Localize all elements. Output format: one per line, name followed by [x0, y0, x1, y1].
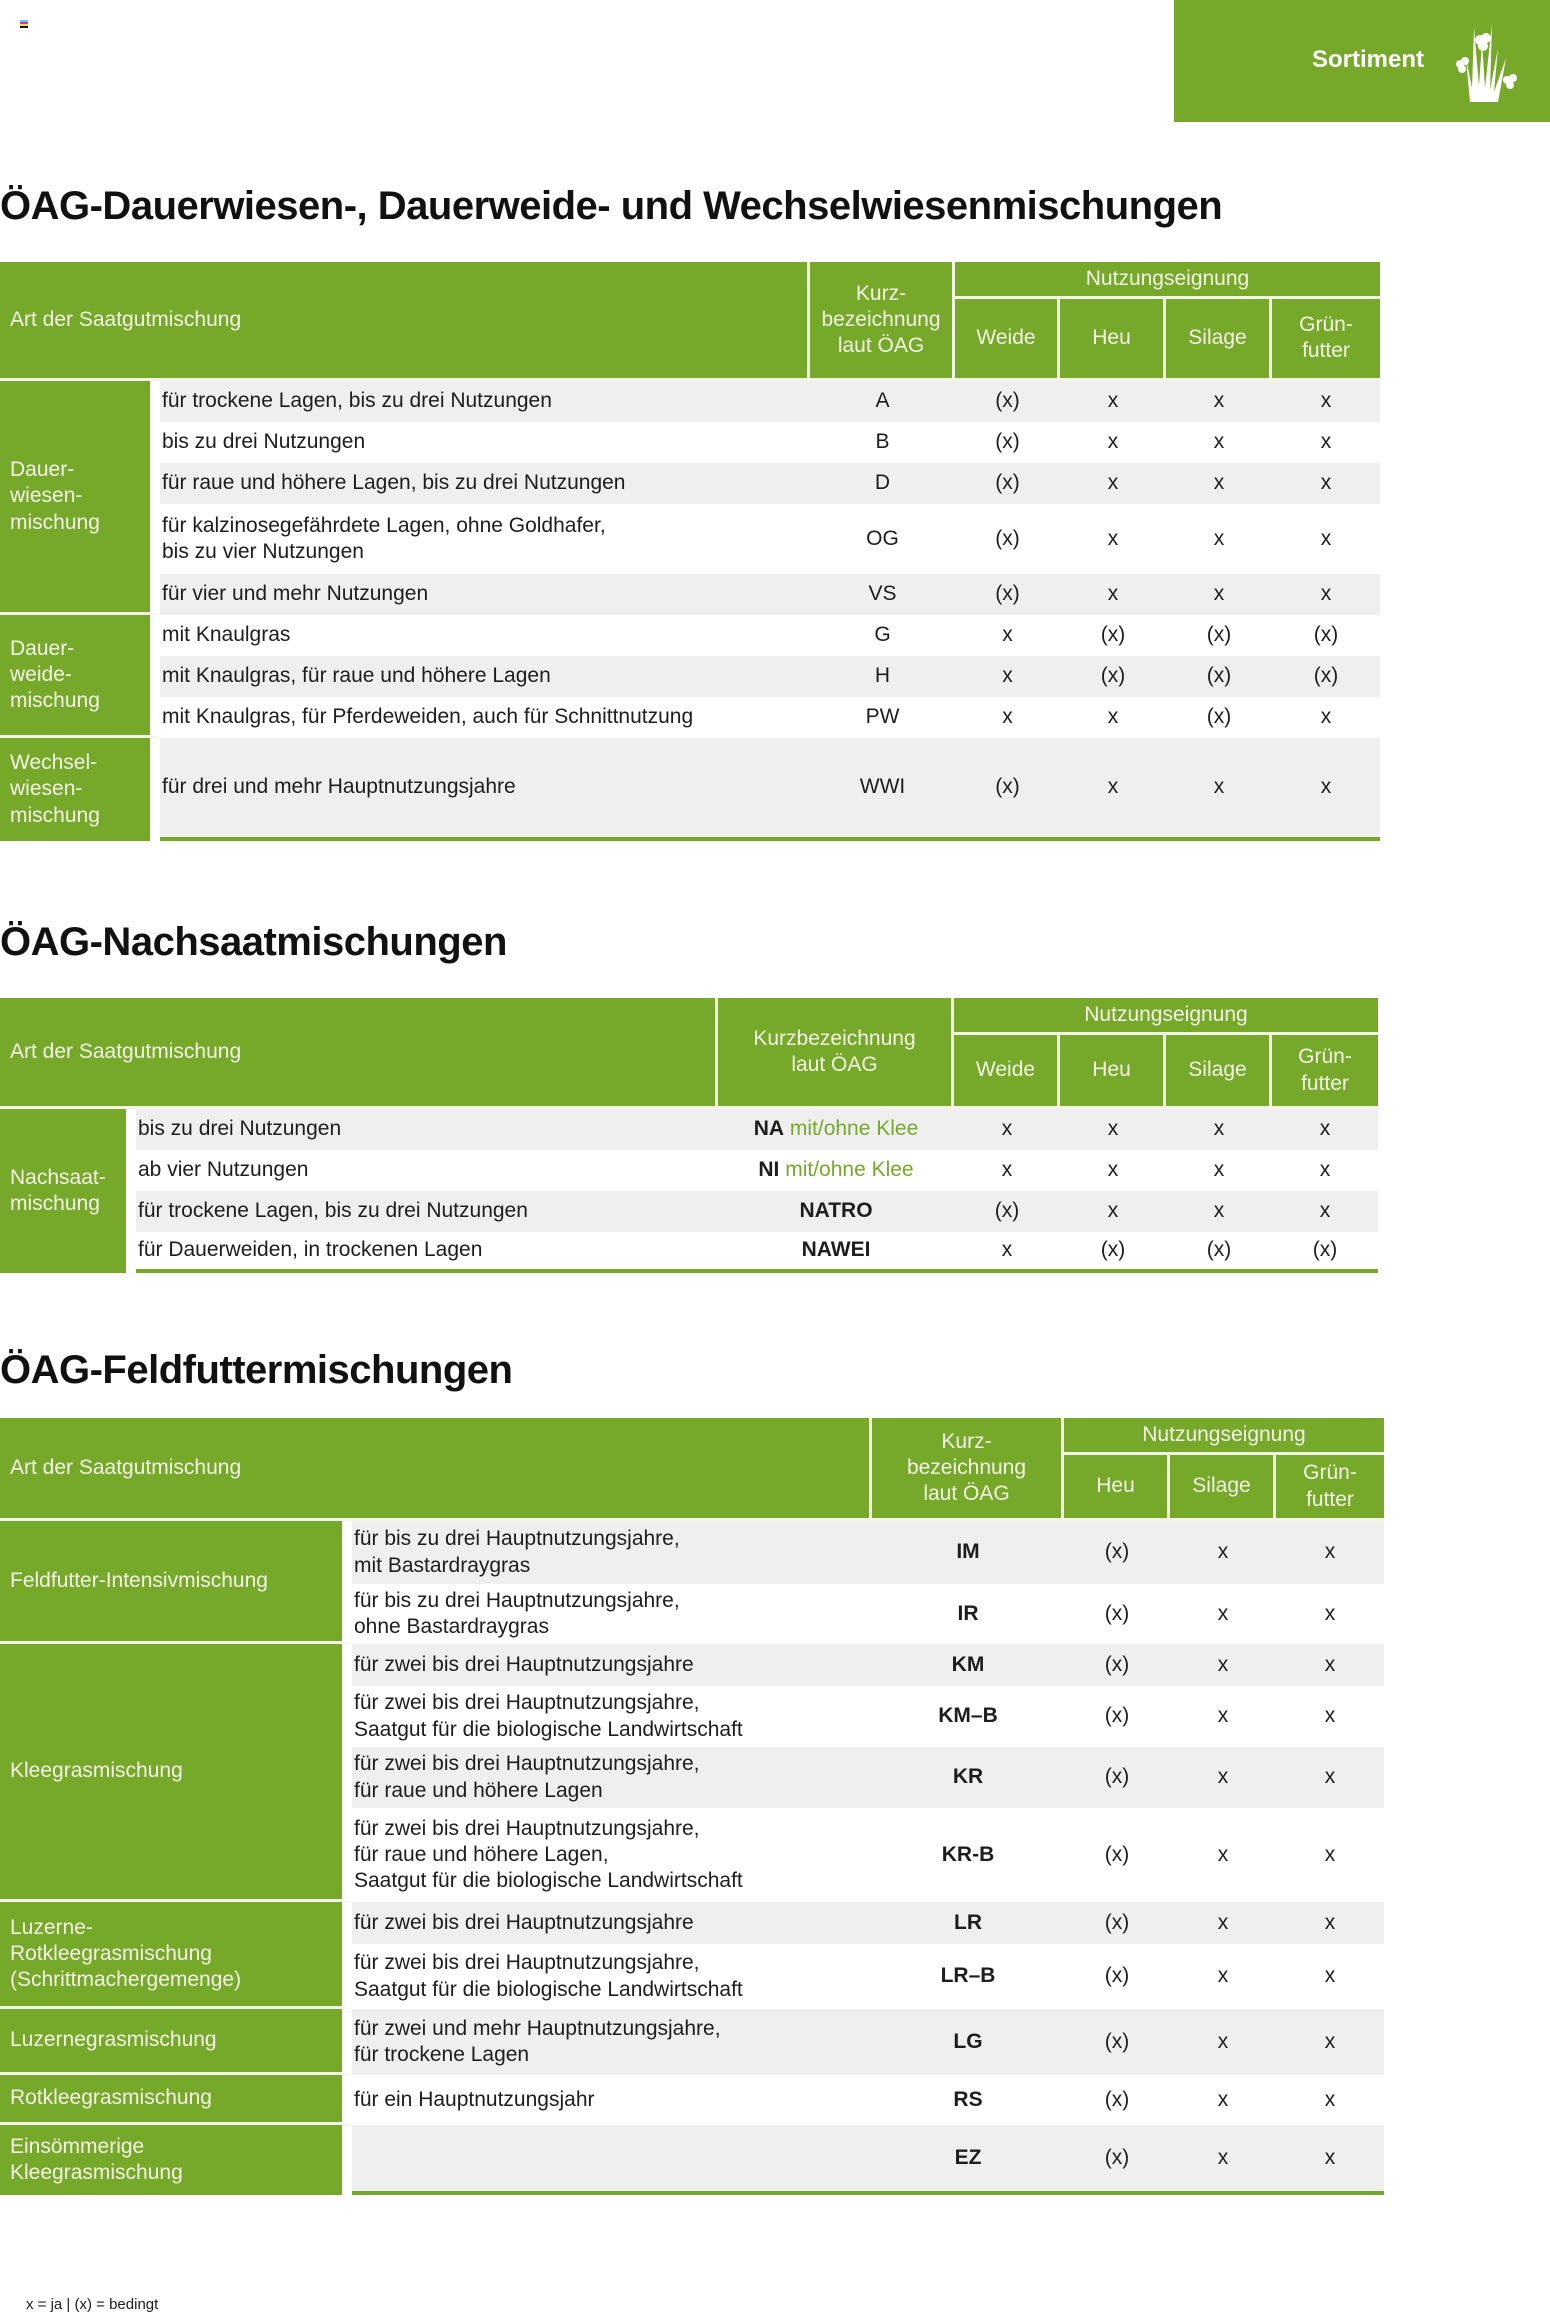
table-row — [0, 1109, 1378, 1150]
cell-silage: x — [1170, 1747, 1276, 1808]
group-label: Kleegrasmischung — [0, 1644, 352, 1902]
cell-heu: x — [1060, 1150, 1166, 1191]
table-row — [0, 1150, 1378, 1191]
cell-gruenfutter: x — [1272, 1150, 1378, 1191]
cell-heu: (x) — [1064, 1686, 1170, 1747]
row-code: RS — [872, 2075, 1064, 2125]
section-banner — [1174, 0, 1550, 122]
row-desc: bis zu drei Nutzungen — [160, 422, 810, 463]
cell-silage: x — [1166, 381, 1272, 422]
cell-heu: (x) — [1064, 2125, 1170, 2195]
cell-silage: x — [1170, 2009, 1276, 2075]
row-code: A — [810, 381, 955, 422]
row-code: PW — [810, 697, 955, 738]
row-desc: bis zu drei Nutzungen — [136, 1109, 718, 1150]
table-row — [0, 738, 1380, 841]
cell-silage: x — [1166, 1191, 1272, 1232]
cell-weide: x — [955, 697, 1060, 738]
cell-gruenfutter: x — [1276, 1808, 1384, 1902]
cell-silage: x — [1166, 1150, 1272, 1191]
cell-gruenfutter: x — [1276, 1686, 1384, 1747]
cell-gruenfutter: x — [1272, 1109, 1378, 1150]
header-heu: Heu — [1064, 1455, 1170, 1521]
header-silage: Silage — [1166, 299, 1272, 381]
group-label: Dauer- wiesen- mischung — [0, 381, 160, 615]
cell-weide: x — [955, 656, 1060, 697]
row-desc: für zwei bis drei Hauptnutzungsjahre, Saatgut für die biologische Landwirtschaft — [352, 1686, 872, 1747]
row-code: NATRO — [718, 1191, 954, 1232]
header-gruenfutter: Grün- futter — [1276, 1455, 1384, 1521]
cell-heu: (x) — [1064, 2009, 1170, 2075]
cell-gruenfutter: x — [1276, 1644, 1384, 1686]
cell-heu: (x) — [1060, 656, 1166, 697]
group-label: Luzernegrasmischung — [0, 2009, 352, 2075]
cell-heu: x — [1060, 1109, 1166, 1150]
table-row — [0, 656, 1380, 697]
cell-silage: x — [1170, 1686, 1276, 1747]
table-row — [0, 1232, 1378, 1273]
row-desc: für zwei bis drei Hauptnutzungsjahre — [352, 1902, 872, 1944]
cell-silage: x — [1166, 422, 1272, 463]
table-feldfutter — [0, 1418, 1384, 2195]
cell-weide: x — [954, 1109, 1060, 1150]
row-desc: für kalzinosegefährdete Lagen, ohne Goldhafer, bis zu vier Nutzungen — [160, 504, 810, 574]
cell-gruenfutter: x — [1272, 697, 1380, 738]
header-nutzungseignung: Nutzungseignung — [954, 998, 1378, 1035]
cell-heu: x — [1060, 463, 1166, 504]
cell-gruenfutter: x — [1272, 381, 1380, 422]
row-desc: für zwei und mehr Hauptnutzungsjahre, für trockene Lagen — [352, 2009, 872, 2075]
row-desc: für drei und mehr Hauptnutzungsjahre — [160, 738, 810, 841]
cell-weide: (x) — [955, 381, 1060, 422]
cell-heu: x — [1060, 574, 1166, 615]
cell-heu: (x) — [1064, 1644, 1170, 1686]
cell-gruenfutter: (x) — [1272, 1232, 1378, 1273]
row-code: B — [810, 422, 955, 463]
row-code: VS — [810, 574, 955, 615]
cell-silage: x — [1170, 2125, 1276, 2195]
cell-gruenfutter: x — [1276, 2009, 1384, 2075]
table-row — [0, 2009, 1384, 2075]
cell-gruenfutter: x — [1276, 2075, 1384, 2125]
cell-silage: x — [1170, 1944, 1276, 2009]
group-label: Wechsel- wiesen- mischung — [0, 738, 160, 841]
cell-silage: x — [1166, 463, 1272, 504]
group-label: Luzerne- Rotkleegrasmischung (Schrittmachergemenge) — [0, 1902, 352, 2009]
cell-heu: x — [1060, 1191, 1166, 1232]
cell-heu: (x) — [1060, 615, 1166, 656]
row-code: G — [810, 615, 955, 656]
row-code: IM — [872, 1521, 1064, 1584]
header-gruenfutter: Grün- futter — [1272, 1035, 1378, 1109]
cell-gruenfutter: x — [1272, 463, 1380, 504]
cell-gruenfutter: x — [1272, 422, 1380, 463]
header-gruenfutter: Grün- futter — [1272, 299, 1380, 381]
cell-weide: (x) — [955, 463, 1060, 504]
banner-label: Sortiment — [1311, 46, 1424, 73]
row-desc: für raue und höhere Lagen, bis zu drei Nutzungen — [160, 463, 810, 504]
table-row — [0, 1644, 1384, 1686]
group-label: Feldfutter-Intensivmischung — [0, 1521, 352, 1644]
group-label: Dauer- weide- mischung — [0, 615, 160, 738]
row-code: NI mit/ohne Klee — [718, 1150, 954, 1191]
row-desc: für bis zu drei Hauptnutzungsjahre, ohne Bastardraygras — [352, 1584, 872, 1644]
header-heu: Heu — [1060, 1035, 1166, 1109]
row-desc: für zwei bis drei Hauptnutzungsjahre — [352, 1644, 872, 1686]
cell-weide: x — [954, 1150, 1060, 1191]
cell-gruenfutter: x — [1276, 1521, 1384, 1584]
cell-silage: (x) — [1166, 1232, 1272, 1273]
group-label: Rotkleegrasmischung — [0, 2075, 352, 2125]
cell-weide: (x) — [955, 504, 1060, 574]
header-heu: Heu — [1060, 299, 1166, 381]
cell-silage: x — [1170, 2075, 1276, 2125]
table-dauerwiesen — [0, 262, 1380, 841]
cell-gruenfutter: x — [1272, 574, 1380, 615]
header-silage: Silage — [1170, 1455, 1276, 1521]
table-row — [0, 463, 1380, 504]
cell-heu: x — [1060, 738, 1166, 841]
cell-heu: (x) — [1064, 1584, 1170, 1644]
table-row — [0, 615, 1380, 656]
print-color-mark — [20, 20, 28, 28]
row-code: D — [810, 463, 955, 504]
row-desc: für zwei bis drei Hauptnutzungsjahre, Saatgut für die biologische Landwirtschaft — [352, 1944, 872, 2009]
section-title-dauerwiesen: ÖAG-Dauerwiesen-, Dauerweide- und Wechselwiesenmischungen — [0, 184, 1223, 228]
row-code: NAWEI — [718, 1232, 954, 1273]
row-desc: für bis zu drei Hauptnutzungsjahre, mit Bastardraygras — [352, 1521, 872, 1584]
row-desc: für zwei bis drei Hauptnutzungsjahre, für raue und höhere Lagen — [352, 1747, 872, 1808]
row-desc: für trockene Lagen, bis zu drei Nutzungen — [136, 1191, 718, 1232]
cell-gruenfutter: x — [1276, 1747, 1384, 1808]
header-kurzbezeichnung: Kurz- bezeichnung laut ÖAG — [872, 1418, 1064, 1521]
row-code: OG — [810, 504, 955, 574]
row-desc: für vier und mehr Nutzungen — [160, 574, 810, 615]
cell-silage: x — [1166, 504, 1272, 574]
header-kurzbezeichnung: Kurz- bezeichnung laut ÖAG — [810, 262, 955, 381]
cell-gruenfutter: x — [1276, 1902, 1384, 1944]
cell-silage: (x) — [1166, 615, 1272, 656]
row-desc: mit Knaulgras, für raue und höhere Lagen — [160, 656, 810, 697]
row-code: WWI — [810, 738, 955, 841]
grass-clover-icon — [1452, 18, 1518, 104]
row-code: EZ — [872, 2125, 1064, 2195]
cell-heu: x — [1060, 422, 1166, 463]
row-code: LR–B — [872, 1944, 1064, 2009]
group-label: Einsömmerige Kleegrasmischung — [0, 2125, 352, 2195]
group-label: Nachsaat- mischung — [0, 1109, 136, 1273]
section-title-nachsaat: ÖAG-Nachsaatmischungen — [0, 920, 507, 964]
table-row — [0, 2125, 1384, 2195]
row-code: LR — [872, 1902, 1064, 1944]
cell-silage: x — [1170, 1644, 1276, 1686]
row-code: KR-B — [872, 1808, 1064, 1902]
cell-heu: (x) — [1064, 1747, 1170, 1808]
table-row — [0, 1902, 1384, 1944]
cell-gruenfutter: (x) — [1272, 615, 1380, 656]
cell-gruenfutter: x — [1276, 2125, 1384, 2195]
cell-gruenfutter: x — [1272, 1191, 1378, 1232]
header-nutzungseignung: Nutzungseignung — [955, 262, 1380, 299]
cell-silage: (x) — [1166, 656, 1272, 697]
cell-weide: (x) — [955, 738, 1060, 841]
table-row — [0, 1521, 1384, 1584]
cell-silage: x — [1170, 1902, 1276, 1944]
header-weide: Weide — [955, 299, 1060, 381]
row-desc: mit Knaulgras — [160, 615, 810, 656]
row-code: IR — [872, 1584, 1064, 1644]
row-code: H — [810, 656, 955, 697]
cell-weide: (x) — [955, 422, 1060, 463]
table-row — [0, 422, 1380, 463]
cell-silage: x — [1170, 1808, 1276, 1902]
cell-heu: x — [1060, 504, 1166, 574]
legend-footnote: x = ja | (x) = bedingt — [26, 2296, 159, 2313]
cell-heu: (x) — [1064, 1808, 1170, 1902]
row-desc: für trockene Lagen, bis zu drei Nutzungen — [160, 381, 810, 422]
row-code: LG — [872, 2009, 1064, 2075]
cell-gruenfutter: x — [1276, 1584, 1384, 1644]
row-desc: für Dauerweiden, in trockenen Lagen — [136, 1232, 718, 1273]
cell-gruenfutter: x — [1272, 738, 1380, 841]
row-code: KM — [872, 1644, 1064, 1686]
table-row — [0, 574, 1380, 615]
cell-gruenfutter: (x) — [1272, 656, 1380, 697]
cell-silage: x — [1166, 1109, 1272, 1150]
cell-silage: x — [1170, 1521, 1276, 1584]
cell-gruenfutter: x — [1272, 504, 1380, 574]
cell-heu: (x) — [1064, 1944, 1170, 2009]
header-nutzungseignung: Nutzungseignung — [1064, 1418, 1384, 1455]
row-desc — [352, 2125, 872, 2195]
row-desc: für zwei bis drei Hauptnutzungsjahre, für raue und höhere Lagen, Saatgut für die biologische Landwirtschaft — [352, 1808, 872, 1902]
cell-silage: x — [1166, 574, 1272, 615]
cell-heu: x — [1060, 697, 1166, 738]
header-kurzbezeichnung: Kurzbezeichnung laut ÖAG — [718, 998, 954, 1109]
cell-silage: x — [1166, 738, 1272, 841]
section-title-feldfutter: ÖAG-Feldfuttermischungen — [0, 1348, 513, 1392]
cell-heu: (x) — [1060, 1232, 1166, 1273]
row-code: KR — [872, 1747, 1064, 1808]
row-desc: für ein Hauptnutzungsjahr — [352, 2075, 872, 2125]
table-row — [0, 697, 1380, 738]
header-art: Art der Saatgutmischung — [0, 998, 718, 1109]
cell-weide: (x) — [955, 574, 1060, 615]
cell-heu: (x) — [1064, 1521, 1170, 1584]
row-desc: ab vier Nutzungen — [136, 1150, 718, 1191]
table-row — [0, 1191, 1378, 1232]
table-row — [0, 2075, 1384, 2125]
row-code: KM–B — [872, 1686, 1064, 1747]
table-row — [0, 381, 1380, 422]
cell-silage: x — [1170, 1584, 1276, 1644]
cell-heu: x — [1060, 381, 1166, 422]
header-art: Art der Saatgutmischung — [0, 262, 810, 381]
cell-weide: x — [955, 615, 1060, 656]
cell-silage: (x) — [1166, 697, 1272, 738]
cell-heu: (x) — [1064, 1902, 1170, 1944]
row-desc: mit Knaulgras, für Pferdeweiden, auch für Schnittnutzung — [160, 697, 810, 738]
cell-gruenfutter: x — [1276, 1944, 1384, 2009]
header-weide: Weide — [954, 1035, 1060, 1109]
header-art: Art der Saatgutmischung — [0, 1418, 872, 1521]
cell-weide: (x) — [954, 1191, 1060, 1232]
table-row — [0, 504, 1380, 574]
table-nachsaat — [0, 998, 1378, 1273]
row-code: NA mit/ohne Klee — [718, 1109, 954, 1150]
cell-heu: (x) — [1064, 2075, 1170, 2125]
header-silage: Silage — [1166, 1035, 1272, 1109]
cell-weide: x — [954, 1232, 1060, 1273]
